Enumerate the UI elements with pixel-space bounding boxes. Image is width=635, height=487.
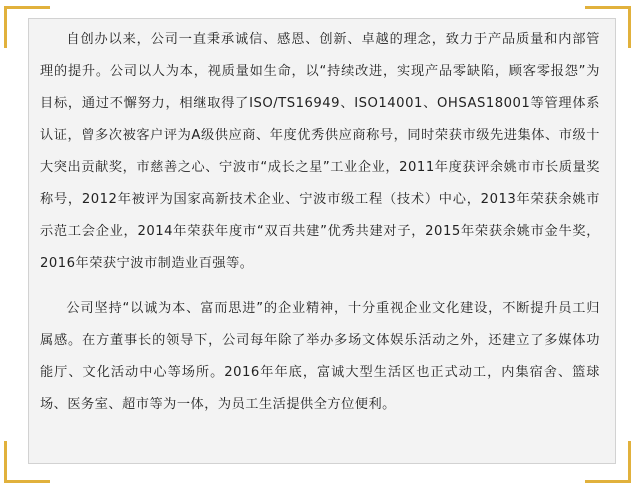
corner-decoration-bottom-right <box>585 441 631 483</box>
article-body <box>40 24 600 421</box>
company-history-paragraph: 自创办以来，公司一直秉承诚信、感恩、创新、卓越的理念，致力于产品质量和内部管理的提升。公司以人为本，视质量如生命，以“持续改进，实现产品零缺陷，顾客零报怨”为目标，通过不懈努力，相继取得了ISO/TS16949、ISO14001、OHSAS18001等管理体系认证，曾多次被客户评为A级供应商、年度优秀供应商称号，同时荣获市级先进集体、市级十大突出贡献奖，市慈善之心、宁波市“成长之星”工业企业，2011年度获评余姚市市长质量奖称号，2012年被评为国家高新技术企业、宁波市级工程（技术）中心，2013年荣获余姚市示范工会企业，2014年荣获年度市“双百共建”优秀共建对子，2015年荣获余姚市金牛奖，2016年荣获宁波市制造业百强等。 <box>40 32 600 271</box>
company-culture-paragraph: 公司坚持“以诚为本、富而思进”的企业精神，十分重视企业文化建设，不断提升员工归属感。在方董事长的领导下，公司每年除了举办多场文体娱乐活动之外，还建立了多媒体功能厅、文化活动中心等场所。2016年年底，富诚大型生活区也正式动工，内集宿舍、篮球场、医务室、超市等为一体，为员工生活提供全方位便利。 <box>40 301 600 412</box>
corner-decoration-bottom-left <box>4 441 50 483</box>
